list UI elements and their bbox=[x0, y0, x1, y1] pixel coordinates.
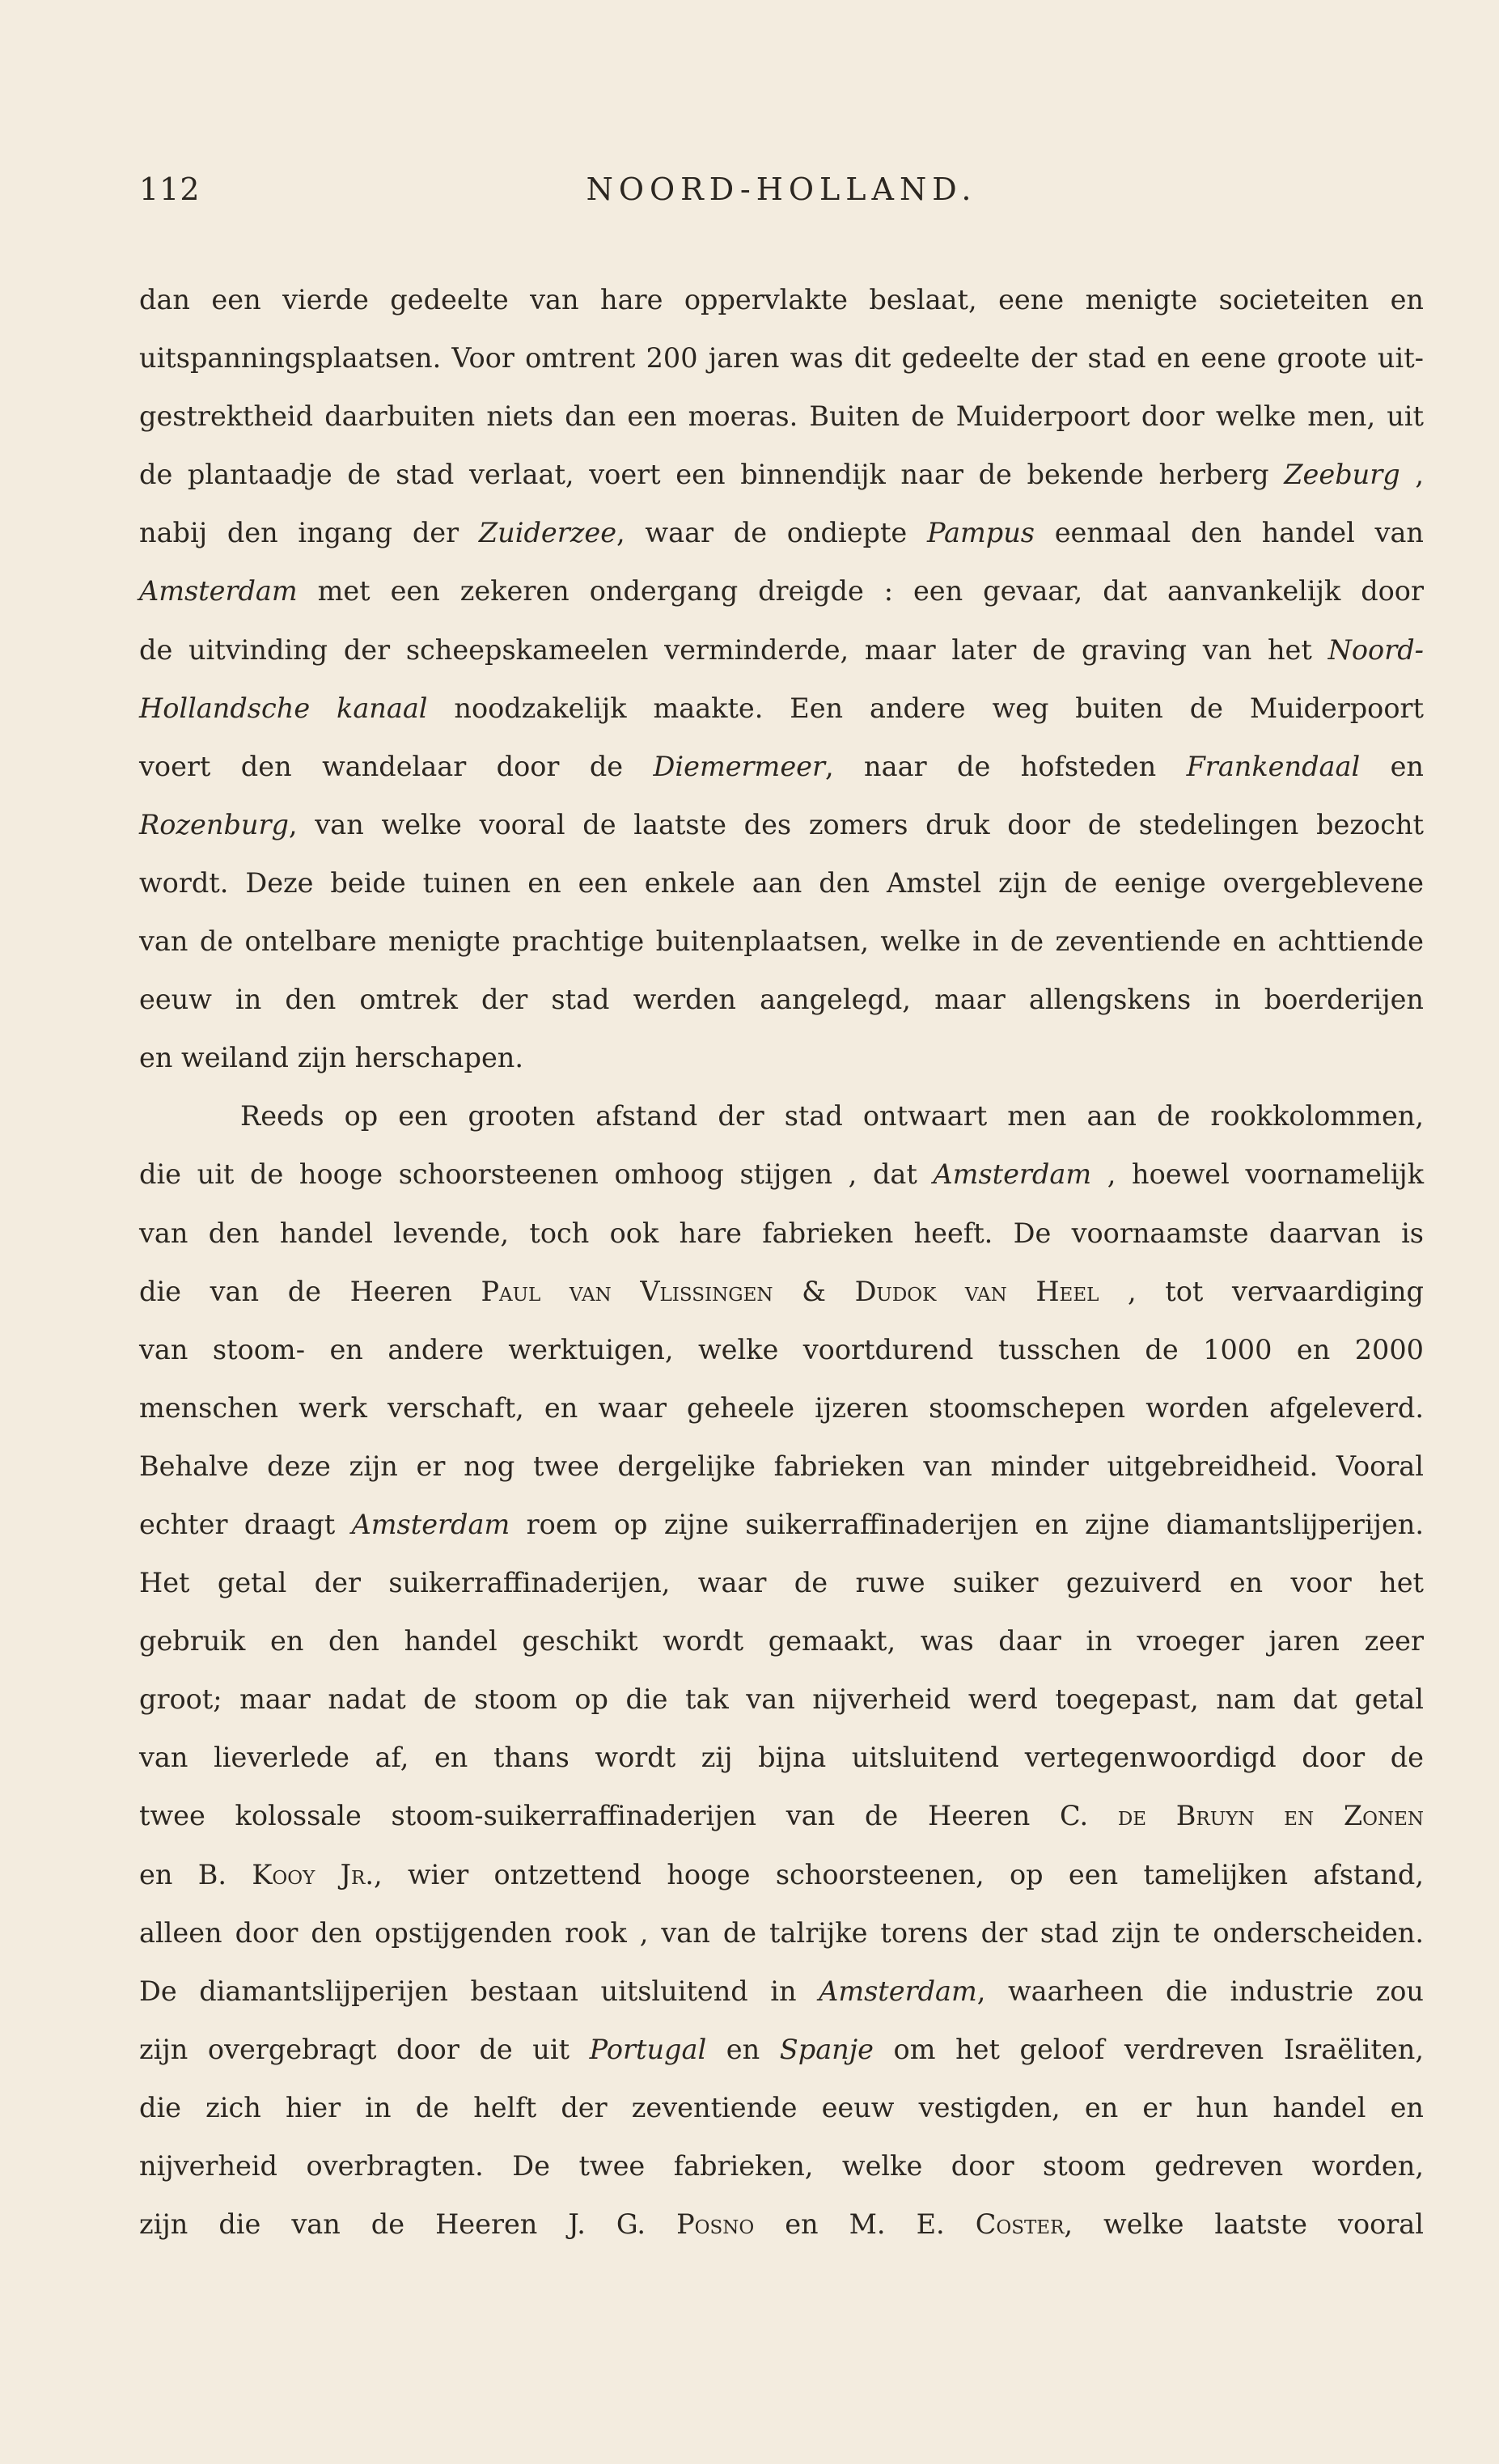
italic-text: Amsterdam bbox=[933, 1158, 1092, 1191]
italic-text: Amsterdam bbox=[351, 1508, 510, 1540]
text-line bbox=[139, 1670, 1424, 1729]
text-run: wordt. Deze beide tuinen en een enkele aan den Amstel zijn de eenige overgeblevene bbox=[139, 866, 1424, 899]
text-line bbox=[139, 1846, 1424, 1904]
text-run: echter draagt bbox=[139, 1508, 352, 1540]
text-run: de uitvinding der scheepskameelen verminderde, maar later de graving van het bbox=[139, 633, 1328, 666]
italic-text: Rozenburg bbox=[139, 808, 289, 840]
text-run: , naar de hofsteden bbox=[824, 750, 1187, 782]
text-run: nijverheid overbragten. De twee fabrieken, welke door stoom gedreven worden, bbox=[139, 2150, 1424, 2182]
text-run: en bbox=[1360, 750, 1424, 782]
text-run: , bbox=[1399, 459, 1424, 491]
small-caps-text: Dudok van Heel bbox=[854, 1275, 1099, 1307]
text-line bbox=[139, 1554, 1424, 1612]
text-run: , tot vervaardiging bbox=[1099, 1275, 1425, 1307]
text-line bbox=[139, 1496, 1424, 1554]
text-line bbox=[139, 1379, 1424, 1437]
text-line bbox=[139, 329, 1424, 387]
body-text bbox=[139, 271, 1424, 2254]
text-line bbox=[139, 1029, 1424, 1087]
text-run: van den handel levende, toch ook hare fabrieken heeft. De voornaamste daarvan is bbox=[139, 1217, 1424, 1249]
text-line bbox=[139, 971, 1424, 1029]
text-line bbox=[139, 446, 1424, 504]
italic-text: Zeeburg bbox=[1284, 459, 1400, 491]
text-line bbox=[139, 796, 1424, 854]
text-run: , waar de ondiepte bbox=[616, 517, 927, 549]
text-run: van stoom- en andere werktuigen, welke voortdurend tusschen de 1000 en 2000 bbox=[139, 1333, 1424, 1365]
text-run: Het getal der suikerraffinaderijen, waar de ruwe suiker gezuiverd en voor het bbox=[139, 1567, 1424, 1599]
small-caps-text: de Bruyn en Zonen bbox=[1117, 1800, 1425, 1832]
text-run: roem op zijne suikerraffinaderijen en zijne diamantslijperijen. bbox=[510, 1508, 1424, 1540]
text-line bbox=[139, 1437, 1424, 1496]
text-line bbox=[139, 387, 1424, 446]
text-line bbox=[139, 738, 1424, 796]
small-caps-text: Coster bbox=[975, 2208, 1065, 2241]
text-line bbox=[139, 2195, 1424, 2254]
text-run: die zich hier in de helft der zeventiende eeuw vestigden, en er hun handel en bbox=[139, 2091, 1424, 2123]
text-line bbox=[139, 1263, 1424, 1321]
text-run: Reeds op een grooten afstand der stad ontwaart men aan de rookkolommen, bbox=[240, 1100, 1424, 1133]
text-run: van lieverlede af, en thans wordt zij bijna uitsluitend vertegenwoordigd door de bbox=[139, 1742, 1424, 1774]
text-line bbox=[139, 680, 1424, 738]
italic-text: Spanje bbox=[779, 2033, 874, 2065]
text-run: groot; maar nadat de stoom op die tak van nijverheid werd toegepast, nam dat getal bbox=[139, 1683, 1424, 1716]
italic-text: Amsterdam bbox=[819, 1975, 977, 2007]
text-run: die van de Heeren bbox=[139, 1275, 481, 1307]
text-line bbox=[139, 2137, 1424, 2195]
text-line bbox=[139, 2021, 1424, 2079]
text-line bbox=[139, 1787, 1424, 1845]
text-line bbox=[139, 271, 1424, 329]
text-run: gebruik en den handel geschikt wordt gemaakt, was daar in vroeger jaren zeer bbox=[139, 1625, 1424, 1657]
text-run: voert den wandelaar door de bbox=[139, 750, 654, 782]
text-line bbox=[139, 1204, 1424, 1263]
text-line bbox=[139, 1087, 1424, 1145]
text-line bbox=[139, 1962, 1424, 2021]
text-run: nabij den ingang der bbox=[139, 517, 479, 549]
page-number: 112 bbox=[139, 171, 201, 207]
text-line bbox=[139, 621, 1424, 680]
text-line bbox=[139, 562, 1424, 620]
text-run: noodzakelijk maakte. Een andere weg buiten de Muiderpoort bbox=[427, 692, 1424, 724]
text-run: eeuw in den omtrek der stad werden aangelegd, maar allengskens in boerderijen bbox=[139, 984, 1424, 1016]
text-run: en B. bbox=[139, 1858, 252, 1890]
text-run: , van welke vooral de laatste des zomers druk door de stedelingen bezocht bbox=[288, 808, 1424, 840]
text-run: , hoewel voornamelijk bbox=[1091, 1158, 1424, 1191]
text-run: , wier ontzettend hooge schoorsteenen, op een tamelijken afstand, bbox=[374, 1858, 1425, 1890]
italic-text: Frankendaal bbox=[1186, 750, 1361, 782]
italic-text: Amsterdam bbox=[139, 575, 298, 608]
text-line bbox=[139, 2079, 1424, 2137]
small-caps-text: Posno bbox=[676, 2208, 755, 2241]
text-line bbox=[139, 504, 1424, 562]
text-line bbox=[139, 854, 1424, 912]
text-run: gestrektheid daarbuiten niets dan een moeras. Buiten de Muiderpoort door welke men, uit bbox=[139, 400, 1424, 433]
text-run: menschen werk verschaft, en waar geheele ijzeren stoomschepen worden afgeleverd. bbox=[139, 1391, 1424, 1424]
italic-text: Zuiderzee bbox=[478, 517, 617, 549]
text-run: en weiland zijn herschapen. bbox=[139, 1042, 524, 1074]
text-run: uitspanningsplaatsen. Voor omtrent 200 jaren was dit gedeelte der stad en eene groote uit- bbox=[139, 342, 1424, 375]
running-title: NOORD-HOLLAND. bbox=[586, 171, 977, 207]
text-run: en bbox=[706, 2033, 780, 2065]
small-caps-text: Kooy Jr. bbox=[252, 1858, 374, 1890]
italic-text: Hollandsche kanaal bbox=[139, 692, 428, 724]
italic-text: Portugal bbox=[589, 2033, 707, 2065]
text-run: Behalve deze zijn er nog twee dergelijke fabrieken van minder uitgebreidheid. Vooral bbox=[139, 1450, 1424, 1482]
text-line bbox=[139, 1612, 1424, 1670]
text-run: de plantaadje de stad verlaat, voert een binnendijk naar de bekende herberg bbox=[139, 459, 1285, 491]
text-run: De diamantslijperijen bestaan uitsluitend in bbox=[139, 1975, 819, 2007]
text-line bbox=[139, 1729, 1424, 1787]
italic-text: Noord- bbox=[1328, 633, 1424, 666]
text-line bbox=[139, 1145, 1424, 1204]
text-line bbox=[139, 912, 1424, 971]
italic-text: Diemermeer bbox=[653, 750, 825, 782]
text-run: om het geloof verdreven Israëliten, bbox=[873, 2033, 1424, 2065]
text-run: twee kolossale stoom-suikerraffinaderijen van de Heeren C. bbox=[139, 1800, 1118, 1832]
text-run: en M. E. bbox=[754, 2208, 976, 2241]
text-run: van de ontelbare menigte prachtige buitenplaatsen, welke in de zeventiende en achttiende bbox=[139, 925, 1424, 958]
text-run: dan een vierde gedeelte van hare oppervlakte beslaat, eene menigte societeiten en bbox=[139, 284, 1424, 315]
text-run: , waarheen die industrie zou bbox=[976, 1975, 1424, 2007]
text-run: , welke laatste vooral bbox=[1064, 2208, 1424, 2241]
small-caps-text: Paul van Vlissingen bbox=[481, 1275, 773, 1307]
running-head bbox=[139, 171, 1424, 220]
text-run: die uit de hooge schoorsteenen omhoog stijgen , dat bbox=[139, 1158, 934, 1191]
text-run: met een zekeren ondergang dreigde : een gevaar, dat aanvankelijk door bbox=[297, 575, 1424, 608]
text-run: alleen door den opstijgenden rook , van de talrijke torens der stad zijn te onderscheiden. bbox=[139, 1916, 1424, 1949]
italic-text: Pampus bbox=[927, 517, 1035, 549]
text-line bbox=[139, 1321, 1424, 1379]
text-run: & bbox=[773, 1275, 855, 1307]
text-line bbox=[139, 1904, 1424, 1962]
text-run: zijn die van de Heeren J. G. bbox=[139, 2208, 677, 2241]
text-run: eenmaal den handel van bbox=[1035, 517, 1425, 549]
text-run: zijn overgebragt door de uit bbox=[139, 2033, 590, 2065]
